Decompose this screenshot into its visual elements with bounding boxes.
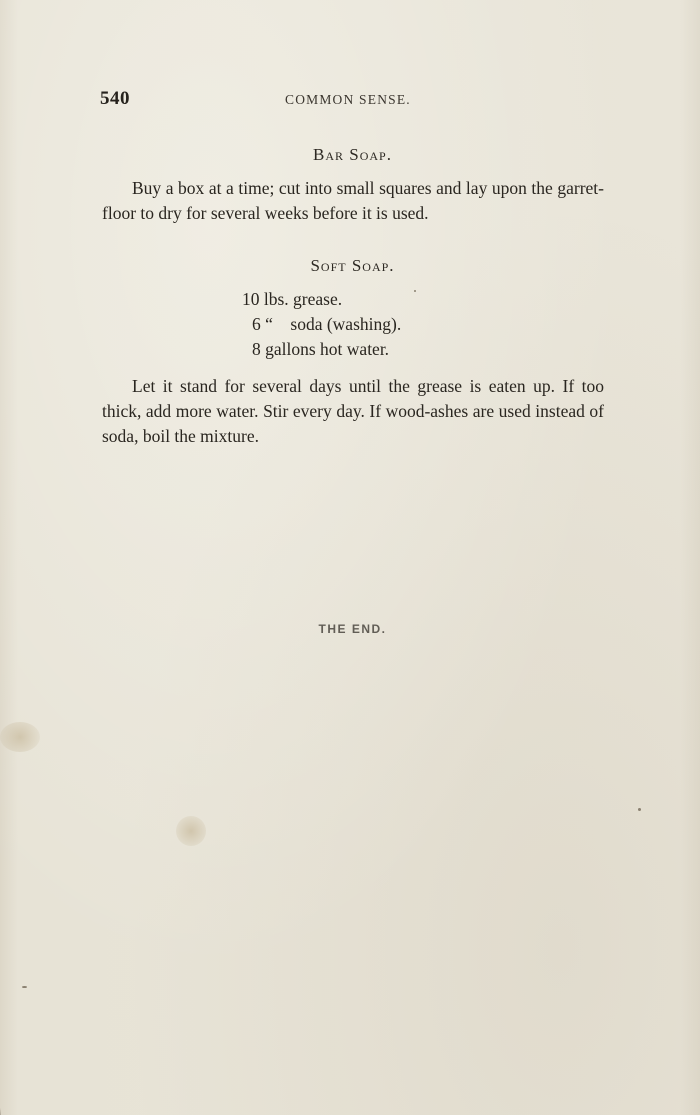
- page-number: 540: [100, 88, 130, 109]
- paper-speck: [638, 808, 641, 811]
- running-title: COMMON SENSE.: [285, 92, 411, 107]
- paragraph-bar-soap: Buy a box at a time; cut into small squares and lay upon the garret-floor to dry for several weeks before it is used.: [102, 178, 604, 223]
- ingredient-line: 6 “ soda (washing).: [252, 314, 402, 334]
- paper-speck: [22, 986, 27, 988]
- paper-speck: [414, 290, 416, 292]
- paragraph-soft-soap: Let it stand for several days until the grease is eaten up. If too thick, add more water. Stir every day. If wood-ashes are used instead of soda, boil the mixture.: [102, 376, 604, 446]
- ingredient-line: 8 gallons hot water.: [252, 339, 390, 359]
- ingredient-list: [242, 287, 401, 362]
- section-heading-soft-soap: Soft Soap.: [310, 256, 395, 275]
- section-heading-bar-soap: Bar Soap.: [313, 145, 392, 164]
- page-edge-crease: [0, 1025, 25, 1115]
- paper-stain: [0, 722, 40, 752]
- running-head: [100, 88, 605, 112]
- paper-stain: [176, 816, 206, 846]
- end-mark: THE END.: [318, 622, 387, 636]
- ingredient-line: 10 lbs. grease.: [242, 289, 343, 309]
